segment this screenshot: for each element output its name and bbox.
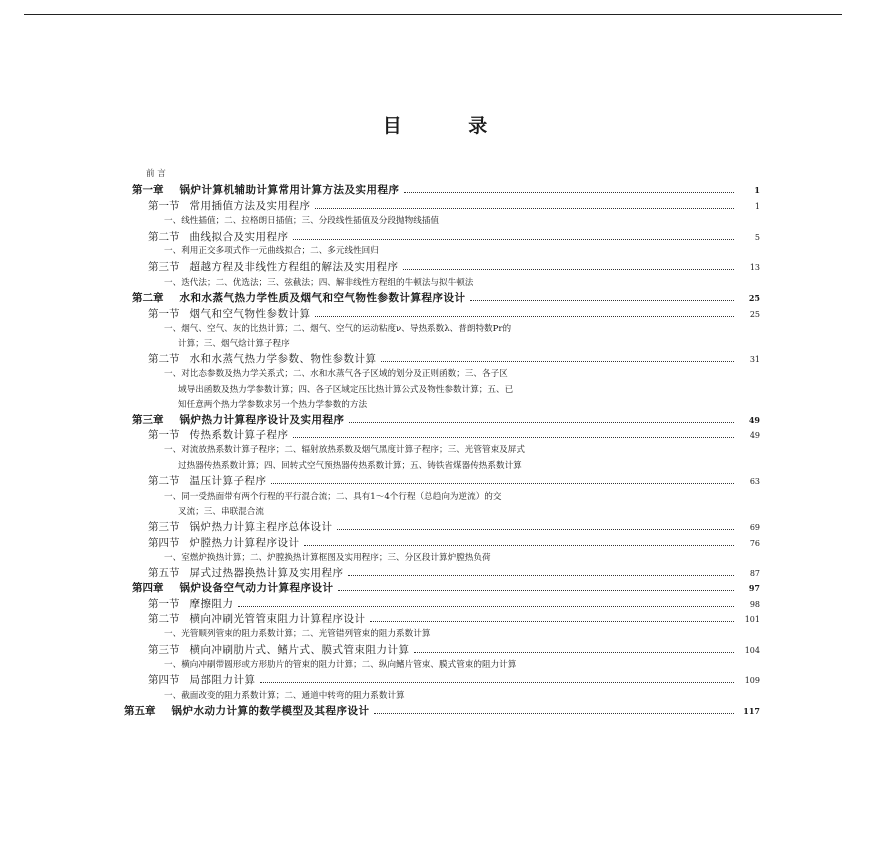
section-title: 屏式过热器换热计算及实用程序 xyxy=(189,567,344,579)
section-label: 第二节 xyxy=(148,613,180,625)
page-number: 97 xyxy=(748,583,760,593)
page-number: 101 xyxy=(744,615,760,624)
section-title: 烟气和空气物性参数计算 xyxy=(189,308,311,320)
toc-subtopics[interactable]: 一、利用正交多项式作一元曲线拟合；二、多元线性回归 xyxy=(164,246,379,256)
leader-dots xyxy=(293,230,735,240)
section-title: 横向冲刷光管管束阻力计算程序设计 xyxy=(189,613,366,625)
leader-dots xyxy=(470,291,735,301)
toc-subtopics[interactable]: 一、对比态参数及热力学关系式；二、水和水蒸气各子区域的划分及正则函数；三、各子区 xyxy=(164,369,508,379)
toc-subtopics[interactable]: 计算；三、烟气焓计算子程序 xyxy=(178,339,290,349)
page-number: 49 xyxy=(749,431,760,440)
chapter-title: 锅炉热力计算程序设计及实用程序 xyxy=(179,414,345,426)
section-title: 常用插值方法及实用程序 xyxy=(189,200,311,212)
chapter-title: 锅炉设备空气动力计算程序设计 xyxy=(179,582,334,594)
page-number: 1 xyxy=(754,202,760,211)
leader-dots xyxy=(370,612,735,622)
leader-dots xyxy=(315,307,735,317)
toc-subtopics[interactable]: 知任意两个热力学参数求另一个热力学参数的方法 xyxy=(178,400,368,410)
section-label: 第四节 xyxy=(148,537,180,549)
leader-dots xyxy=(374,704,735,714)
toc-subtopics[interactable]: 域导出函数及热力学参数计算；四、各子区域定压比热计算公式及物性参数计算；五、已 xyxy=(178,385,514,395)
preface-entry[interactable]: 前 言 xyxy=(146,169,166,179)
page-number: 98 xyxy=(749,600,760,609)
section-title: 局部阻力计算 xyxy=(189,674,256,686)
leader-dots xyxy=(315,199,735,209)
page-number: 69 xyxy=(749,523,760,532)
section-title: 传热系数计算子程序 xyxy=(189,429,289,441)
section-title: 横向冲刷肋片式、鳍片式、膜式管束阻力计算 xyxy=(189,644,410,656)
section-label: 第五节 xyxy=(148,567,180,579)
toc-section-entry[interactable] xyxy=(148,352,760,367)
toc-subtopics[interactable]: 一、横向冲刷带圆形或方形肋片的管束的阻力计算；二、纵向鳍片管束、膜式管束的阻力计算 xyxy=(164,660,517,670)
toc-subtopics[interactable]: 过热器传热系数计算；四、回转式空气预热器传热系数计算；五、铸铁省煤器传热系数计算 xyxy=(178,461,522,471)
leader-dots xyxy=(337,520,735,530)
chapter-label: 第四章 xyxy=(132,582,164,594)
toc-subtopics[interactable]: 一、线性插值；二、拉格朗日插值；三、分段线性插值及分段抛物线插值 xyxy=(164,216,440,226)
leader-dots xyxy=(414,643,735,653)
section-label: 第二节 xyxy=(148,231,180,243)
section-label: 第二节 xyxy=(148,353,180,365)
section-title: 超越方程及非线性方程组的解法及实用程序 xyxy=(189,261,399,273)
chapter-label: 第三章 xyxy=(132,414,164,426)
toc-chapter-entry[interactable] xyxy=(132,413,760,428)
toc-chapter-entry[interactable] xyxy=(132,183,760,198)
toc-subtopics[interactable]: 叉流；三、串联混合流 xyxy=(178,507,264,517)
toc-section-entry[interactable] xyxy=(148,643,760,658)
toc-subtopics[interactable]: 一、光管顺列管束的阻力系数计算；二、光管错列管束的阻力系数计算 xyxy=(164,629,431,639)
section-label: 第四节 xyxy=(148,674,180,686)
section-label: 第一节 xyxy=(148,200,180,212)
section-title: 曲线拟合及实用程序 xyxy=(189,231,289,243)
toc-section-entry[interactable] xyxy=(148,428,760,443)
section-label: 第一节 xyxy=(148,598,180,610)
chapter-title: 水和水蒸气热力学性质及烟气和空气物性参数计算程序设计 xyxy=(179,292,466,304)
leader-dots xyxy=(348,566,735,576)
page-number: 1 xyxy=(754,185,760,195)
page-number: 5 xyxy=(754,233,760,242)
toc-section-entry[interactable] xyxy=(148,199,760,214)
chapter-title: 锅炉水动力计算的数学模型及其程序设计 xyxy=(171,705,370,717)
toc-section-entry[interactable] xyxy=(148,307,760,322)
page-number: 31 xyxy=(749,355,760,364)
page-title: 目 录 xyxy=(382,115,518,137)
section-label: 第一节 xyxy=(148,429,180,441)
page-number: 104 xyxy=(744,646,760,655)
leader-dots xyxy=(349,413,735,423)
toc-section-entry[interactable] xyxy=(148,230,760,245)
leader-dots xyxy=(260,673,735,683)
leader-dots xyxy=(338,581,735,591)
section-title: 温压计算子程序 xyxy=(189,475,267,487)
section-label: 第三节 xyxy=(148,521,180,533)
section-label: 第三节 xyxy=(148,644,180,656)
toc-chapter-entry[interactable] xyxy=(132,291,760,306)
toc-section-entry[interactable] xyxy=(148,520,760,535)
toc-section-entry[interactable] xyxy=(148,260,760,275)
toc-subtopics[interactable]: 一、烟气、空气、灰的比热计算；二、烟气、空气的运动粘度ν、导热系数λ、普朗特数Pr的 xyxy=(164,324,512,334)
toc-subtopics[interactable]: 一、同一受热面带有两个行程的平行混合流；二、具有1～4个行程（总趋向为逆流）的交 xyxy=(164,492,502,502)
toc-subtopics[interactable]: 一、迭代法；二、优选法；三、弦截法；四、解非线性方程组的牛顿法与拟牛顿法 xyxy=(164,278,474,288)
toc-subtopics[interactable]: 一、对流放热系数计算子程序；二、辐射放热系数及烟气黑度计算子程序；三、光管管束及屏式 xyxy=(164,445,525,455)
toc-section-entry[interactable] xyxy=(148,597,760,612)
section-label: 第一节 xyxy=(148,308,180,320)
toc-subtopics[interactable]: 一、截面改变的阻力系数计算；二、通道中转弯的阻力系数计算 xyxy=(164,691,405,701)
page-number: 87 xyxy=(749,569,760,578)
toc-section-entry[interactable] xyxy=(148,673,760,688)
toc-section-entry[interactable] xyxy=(148,612,760,627)
toc-chapter-entry[interactable] xyxy=(124,704,760,719)
page-number: 13 xyxy=(749,263,760,272)
leader-dots xyxy=(404,183,735,193)
page-number: 49 xyxy=(748,415,760,425)
toc-section-entry[interactable] xyxy=(148,536,760,551)
chapter-label: 第五章 xyxy=(124,705,156,717)
chapter-title: 锅炉计算机辅助计算常用计算方法及实用程序 xyxy=(179,184,400,196)
leader-dots xyxy=(271,474,735,484)
leader-dots xyxy=(238,597,735,607)
page-number: 76 xyxy=(749,539,760,548)
chapter-label: 第二章 xyxy=(132,292,164,304)
leader-dots xyxy=(293,428,735,438)
toc-section-entry[interactable] xyxy=(148,566,760,581)
section-label: 第三节 xyxy=(148,261,180,273)
section-title: 炉膛热力计算程序设计 xyxy=(189,537,300,549)
section-title: 锅炉热力计算主程序总体设计 xyxy=(189,521,333,533)
leader-dots xyxy=(304,536,735,546)
page-number: 117 xyxy=(743,706,760,716)
toc-section-entry[interactable] xyxy=(148,474,760,489)
toc-chapter-entry[interactable] xyxy=(132,581,760,596)
page-number: 63 xyxy=(749,477,760,486)
leader-dots xyxy=(403,260,735,270)
page-number: 25 xyxy=(749,310,760,319)
chapter-label: 第一章 xyxy=(132,184,164,196)
section-title: 水和水蒸气热力学参数、物性参数计算 xyxy=(189,353,377,365)
leader-dots xyxy=(381,352,735,362)
page-number: 109 xyxy=(744,676,760,685)
page-number: 25 xyxy=(748,293,760,303)
section-title: 摩擦阻力 xyxy=(189,598,234,610)
section-label: 第二节 xyxy=(148,475,180,487)
toc-subtopics[interactable]: 一、室燃炉换热计算；二、炉膛换热计算框图及实用程序；三、分区段计算炉膛热负荷 xyxy=(164,553,491,563)
